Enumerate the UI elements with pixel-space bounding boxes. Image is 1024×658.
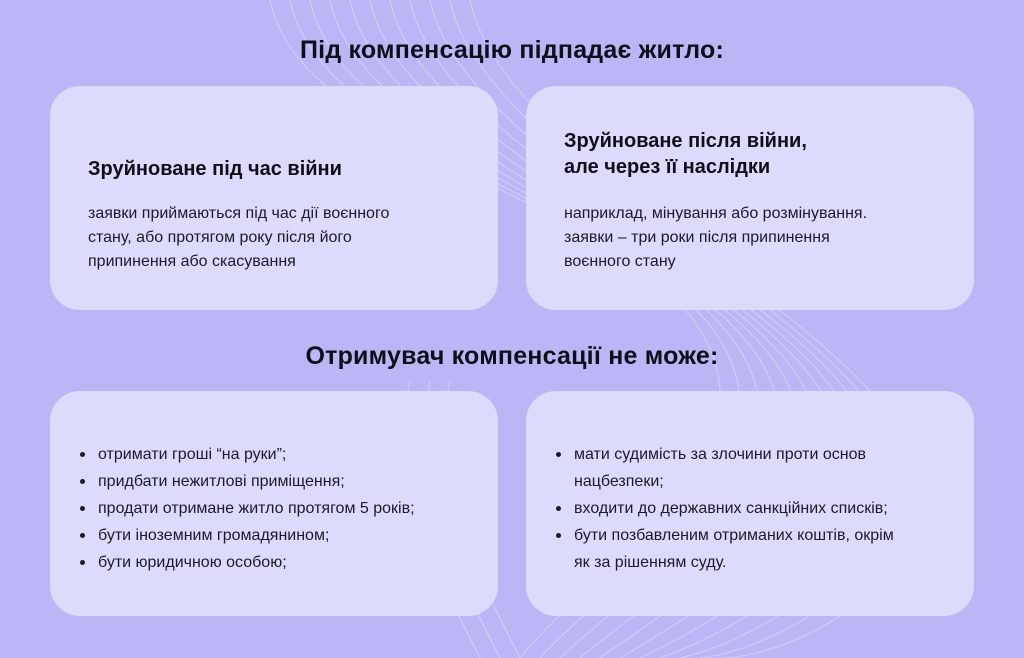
card-destroyed-during-war bbox=[50, 86, 498, 310]
card-title bbox=[564, 128, 807, 180]
restrictions-list bbox=[554, 441, 958, 576]
card-description bbox=[88, 202, 468, 274]
card-restrictions-right bbox=[526, 391, 974, 616]
list-item-line: як за рішенням суду. bbox=[574, 554, 727, 571]
list-item bbox=[554, 522, 958, 576]
list-item: бути юридичною особою; bbox=[78, 549, 482, 576]
list-item bbox=[554, 441, 958, 495]
list-item: бути іноземним громадянином; bbox=[78, 522, 482, 549]
desc-line: наприклад, мінування або розмінування. bbox=[564, 205, 868, 222]
card-destroyed-after-war bbox=[526, 86, 974, 310]
list-item-line: входити до державних санкційних списків; bbox=[574, 500, 888, 517]
desc-line: заявки приймаються під час дії воєнного bbox=[88, 205, 390, 222]
list-item-line: нацбезпеки; bbox=[574, 473, 664, 490]
restrictions-list bbox=[78, 441, 482, 576]
list-item: отримати гроші “на руки”; bbox=[78, 441, 482, 468]
card-restrictions-left bbox=[50, 391, 498, 616]
card-title: Зруйноване під час війни bbox=[88, 158, 342, 180]
list-item bbox=[554, 495, 958, 522]
list-item-line: бути позбавленим отриманих коштів, окрім bbox=[574, 527, 894, 544]
desc-line: заявки – три роки після припинення bbox=[564, 229, 830, 246]
desc-line: припинення або скасування bbox=[88, 253, 296, 270]
list-item: продати отримане житло протягом 5 років; bbox=[78, 495, 482, 522]
eligible-heading: Під компенсацію підпадає житло: bbox=[300, 36, 724, 64]
desc-line: стану, або протягом року після його bbox=[88, 229, 352, 246]
title-line: Зруйноване після війни, bbox=[564, 130, 807, 152]
desc-line: воєнного стану bbox=[564, 253, 676, 270]
title-line: але через її наслідки bbox=[564, 156, 771, 178]
card-description bbox=[564, 202, 944, 274]
restrictions-heading: Отримувач компенсації не може: bbox=[305, 342, 719, 370]
list-item-line: мати судимість за злочини проти основ bbox=[574, 446, 867, 463]
list-item: придбати нежитлові приміщення; bbox=[78, 468, 482, 495]
